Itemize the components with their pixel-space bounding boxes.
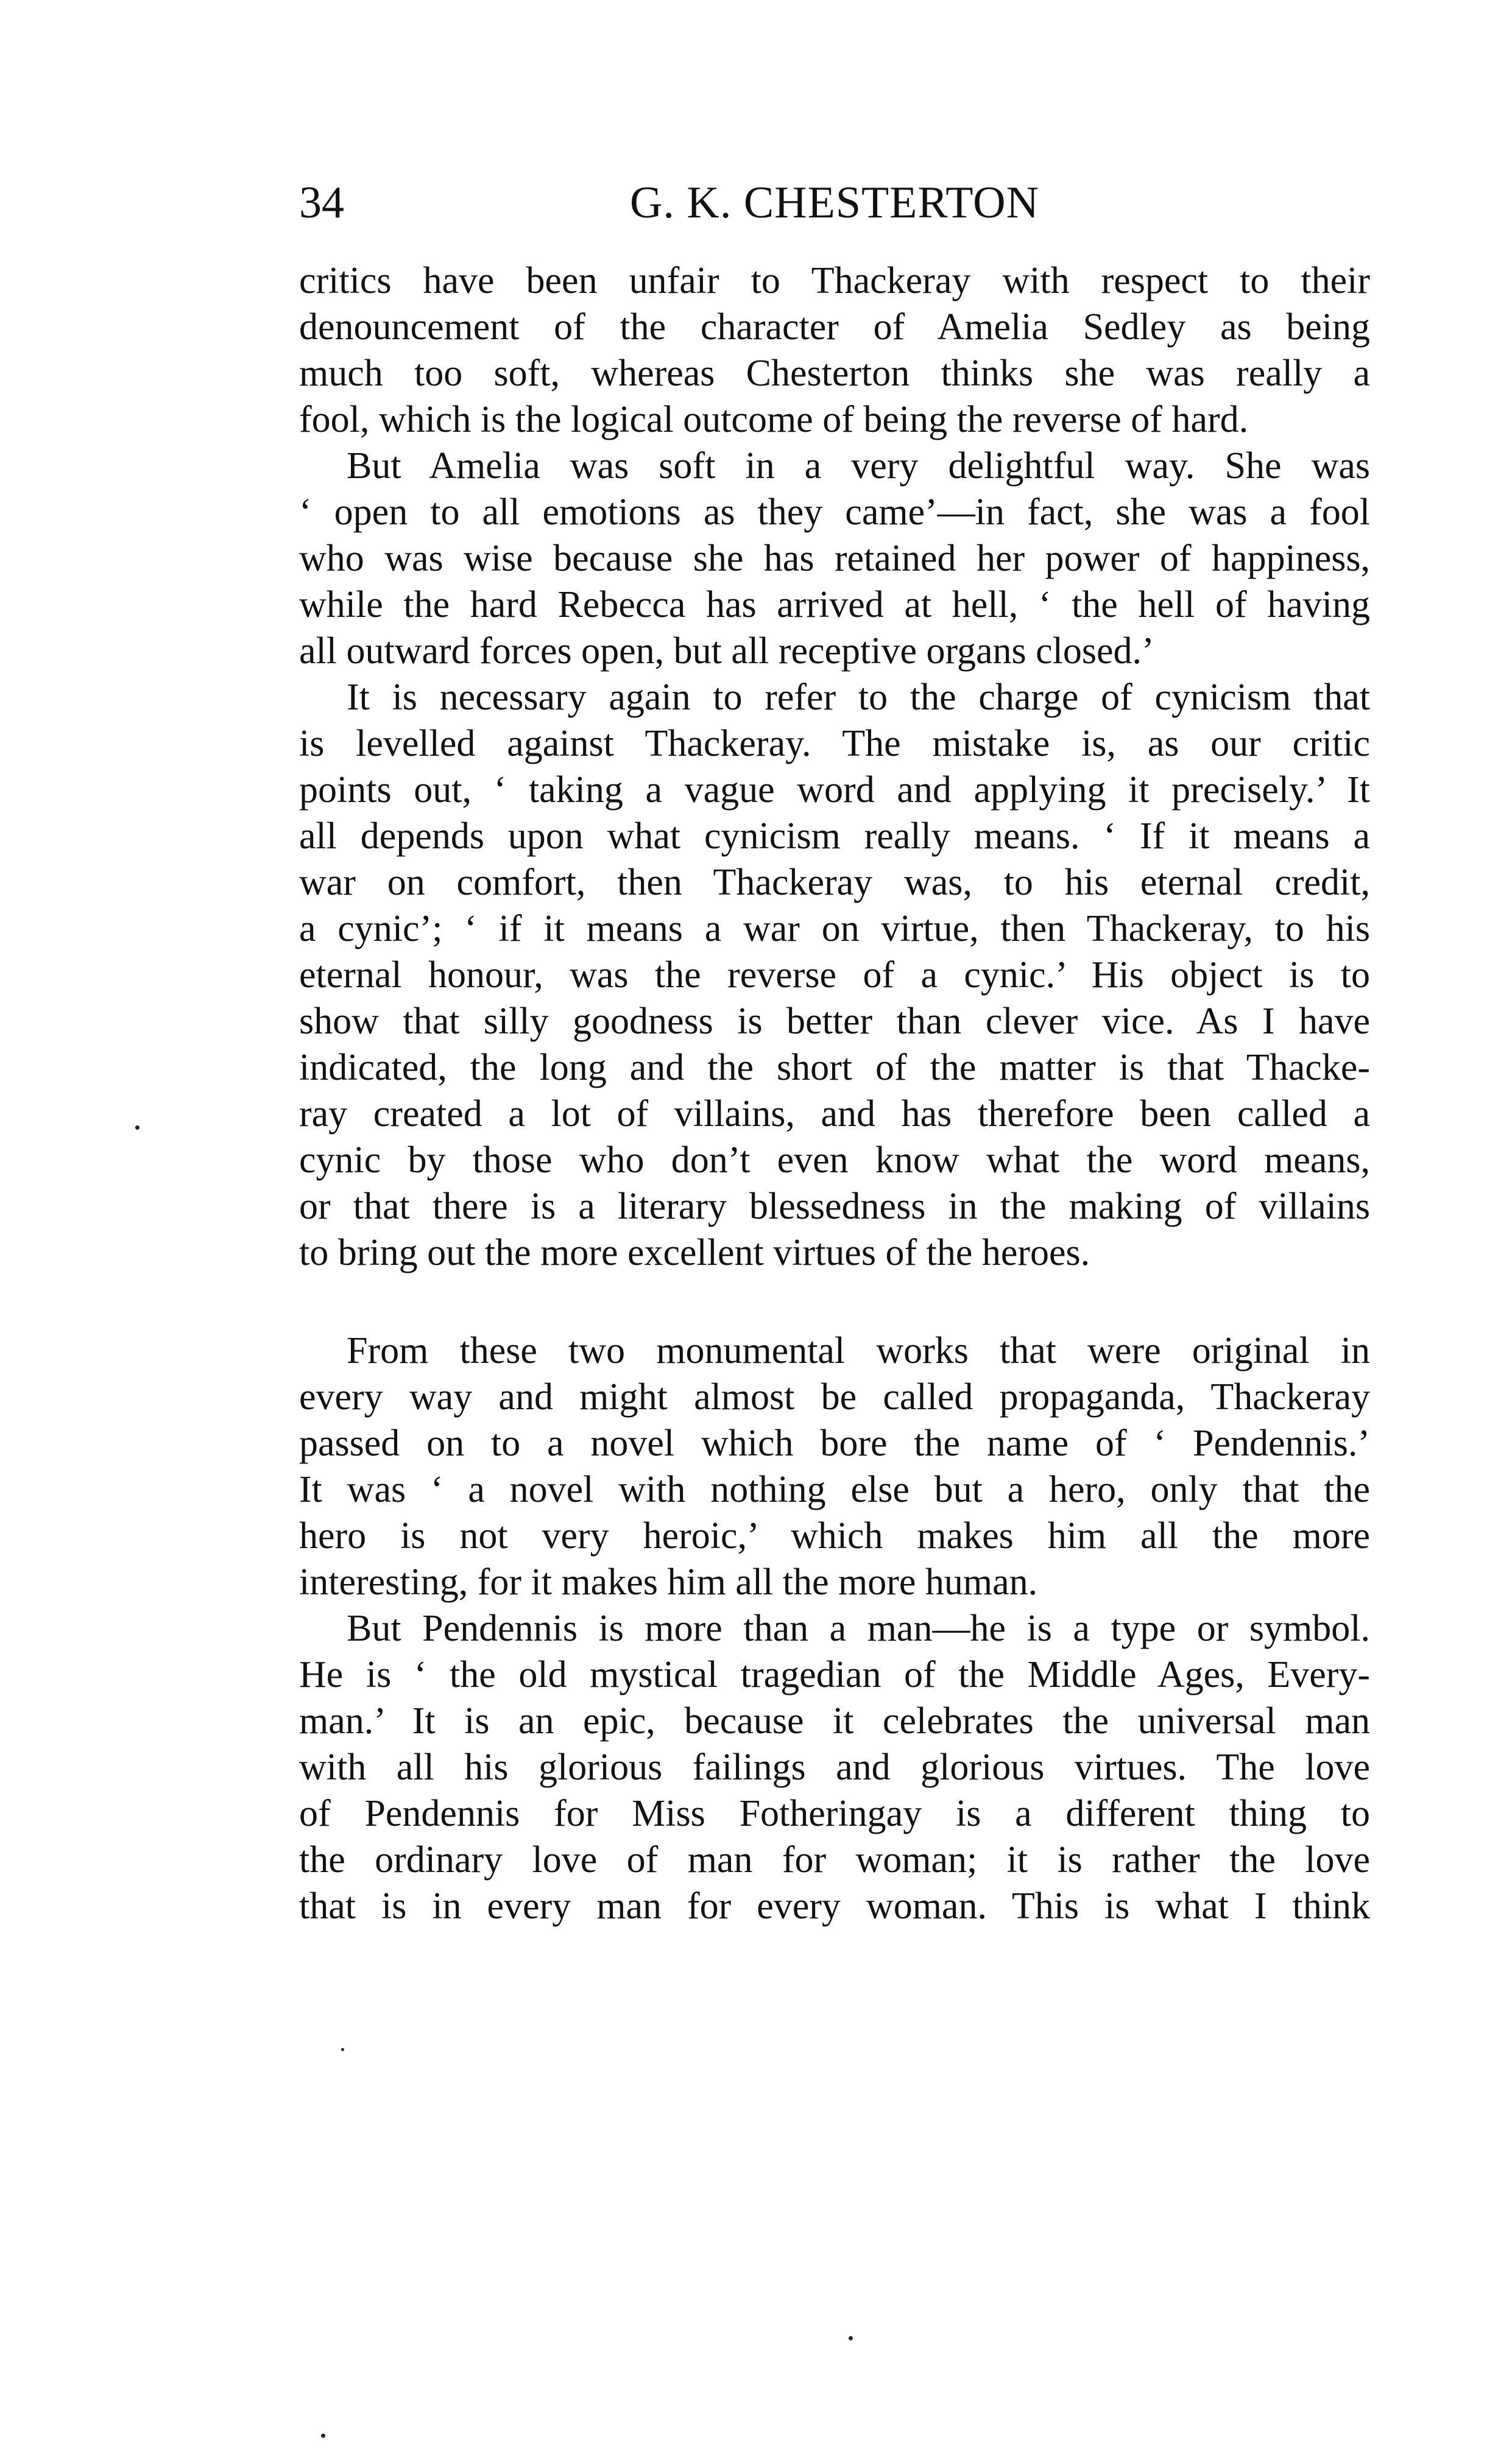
text-section-2 (299, 1328, 1370, 1929)
text-line: all depends upon what cynicism really means. ‘ If it means a (299, 815, 1370, 857)
text-line: cynic by those who don’t even know what the word means, (299, 1139, 1370, 1181)
text-line: of Pendennis for Miss Fotheringay is a different thing to (299, 1793, 1370, 1834)
text-line: war on comfort, then Thackeray was, to his eternal credit, (299, 862, 1370, 903)
running-head: G. K. CHESTERTON (629, 178, 1040, 228)
text-section-1 (299, 258, 1370, 1276)
text-line: It was ‘ a novel with nothing else but a hero, only that the (299, 1469, 1370, 1510)
text-line: hero is not very heroic,’ which makes him all the more (299, 1515, 1370, 1557)
text-line: much too soft, whereas Chesterton thinks she was really a (299, 353, 1370, 394)
text-line: interesting, for it makes him all the more human. (299, 1561, 1038, 1603)
text-line: a cynic’; ‘ if it means a war on virtue, then Thackeray, to his (299, 908, 1370, 949)
text-line: while the hard Rebecca has arrived at hell, ‘ the hell of having (299, 584, 1370, 625)
text-line: points out, ‘ taking a vague word and applying it precisely.’ It (299, 769, 1370, 811)
text-line: But Amelia was soft in a very delightful way. She was (347, 445, 1370, 487)
text-line: ray created a lot of villains, and has therefore been called a (299, 1093, 1370, 1135)
text-line: It is necessary again to refer to the charge of cynicism that (347, 677, 1370, 718)
text-line: critics have been unfair to Thackeray with respect to their (299, 260, 1370, 301)
text-line: But Pendennis is more than a man—he is a type or symbol. (347, 1608, 1370, 1649)
text-line: He is ‘ the old mystical tragedian of the Middle Ages, Every- (299, 1654, 1370, 1695)
text-line: all outward forces open, but all receptive organs closed.’ (299, 630, 1154, 672)
text-line: every way and might almost be called propaganda, Thackeray (299, 1376, 1370, 1418)
text-line: or that there is a literary blessedness in the making of villains (299, 1186, 1370, 1227)
text-line: is levelled against Thackeray. The mistake is, as our critic (299, 723, 1370, 764)
text-line: with all his glorious failings and glorious virtues. The love (299, 1747, 1370, 1788)
scan-speck (135, 1125, 140, 1130)
scan-speck (321, 2434, 325, 2438)
text-line: that is in every man for every woman. This is what I think (299, 1885, 1370, 1927)
page-number: 34 (299, 178, 344, 228)
text-line: denouncement of the character of Amelia Sedley as being (299, 306, 1370, 348)
text-line: fool, which is the logical outcome of being the reverse of hard. (299, 399, 1249, 440)
text-line: passed on to a novel which bore the name of ‘ Pendennis.’ (299, 1423, 1370, 1464)
text-line: indicated, the long and the short of the matter is that Thacke- (299, 1047, 1370, 1088)
text-line: the ordinary love of man for woman; it is rather the love (299, 1839, 1370, 1881)
text-line: From these two monumental works that were original in (347, 1330, 1370, 1371)
text-line: to bring out the more excellent virtues of the heroes. (299, 1232, 1090, 1273)
scan-speck (341, 2048, 344, 2051)
text-line: eternal honour, was the reverse of a cynic.’ His object is to (299, 954, 1370, 996)
text-line: ‘ open to all emotions as they came’—in fact, she was a fool (299, 491, 1370, 533)
scan-speck (849, 2336, 853, 2340)
text-line: man.’ It is an epic, because it celebrates the universal man (299, 1700, 1370, 1742)
text-line: show that silly goodness is better than clever vice. As I have (299, 1001, 1370, 1042)
text-line: who was wise because she has retained her power of happiness, (299, 538, 1370, 579)
